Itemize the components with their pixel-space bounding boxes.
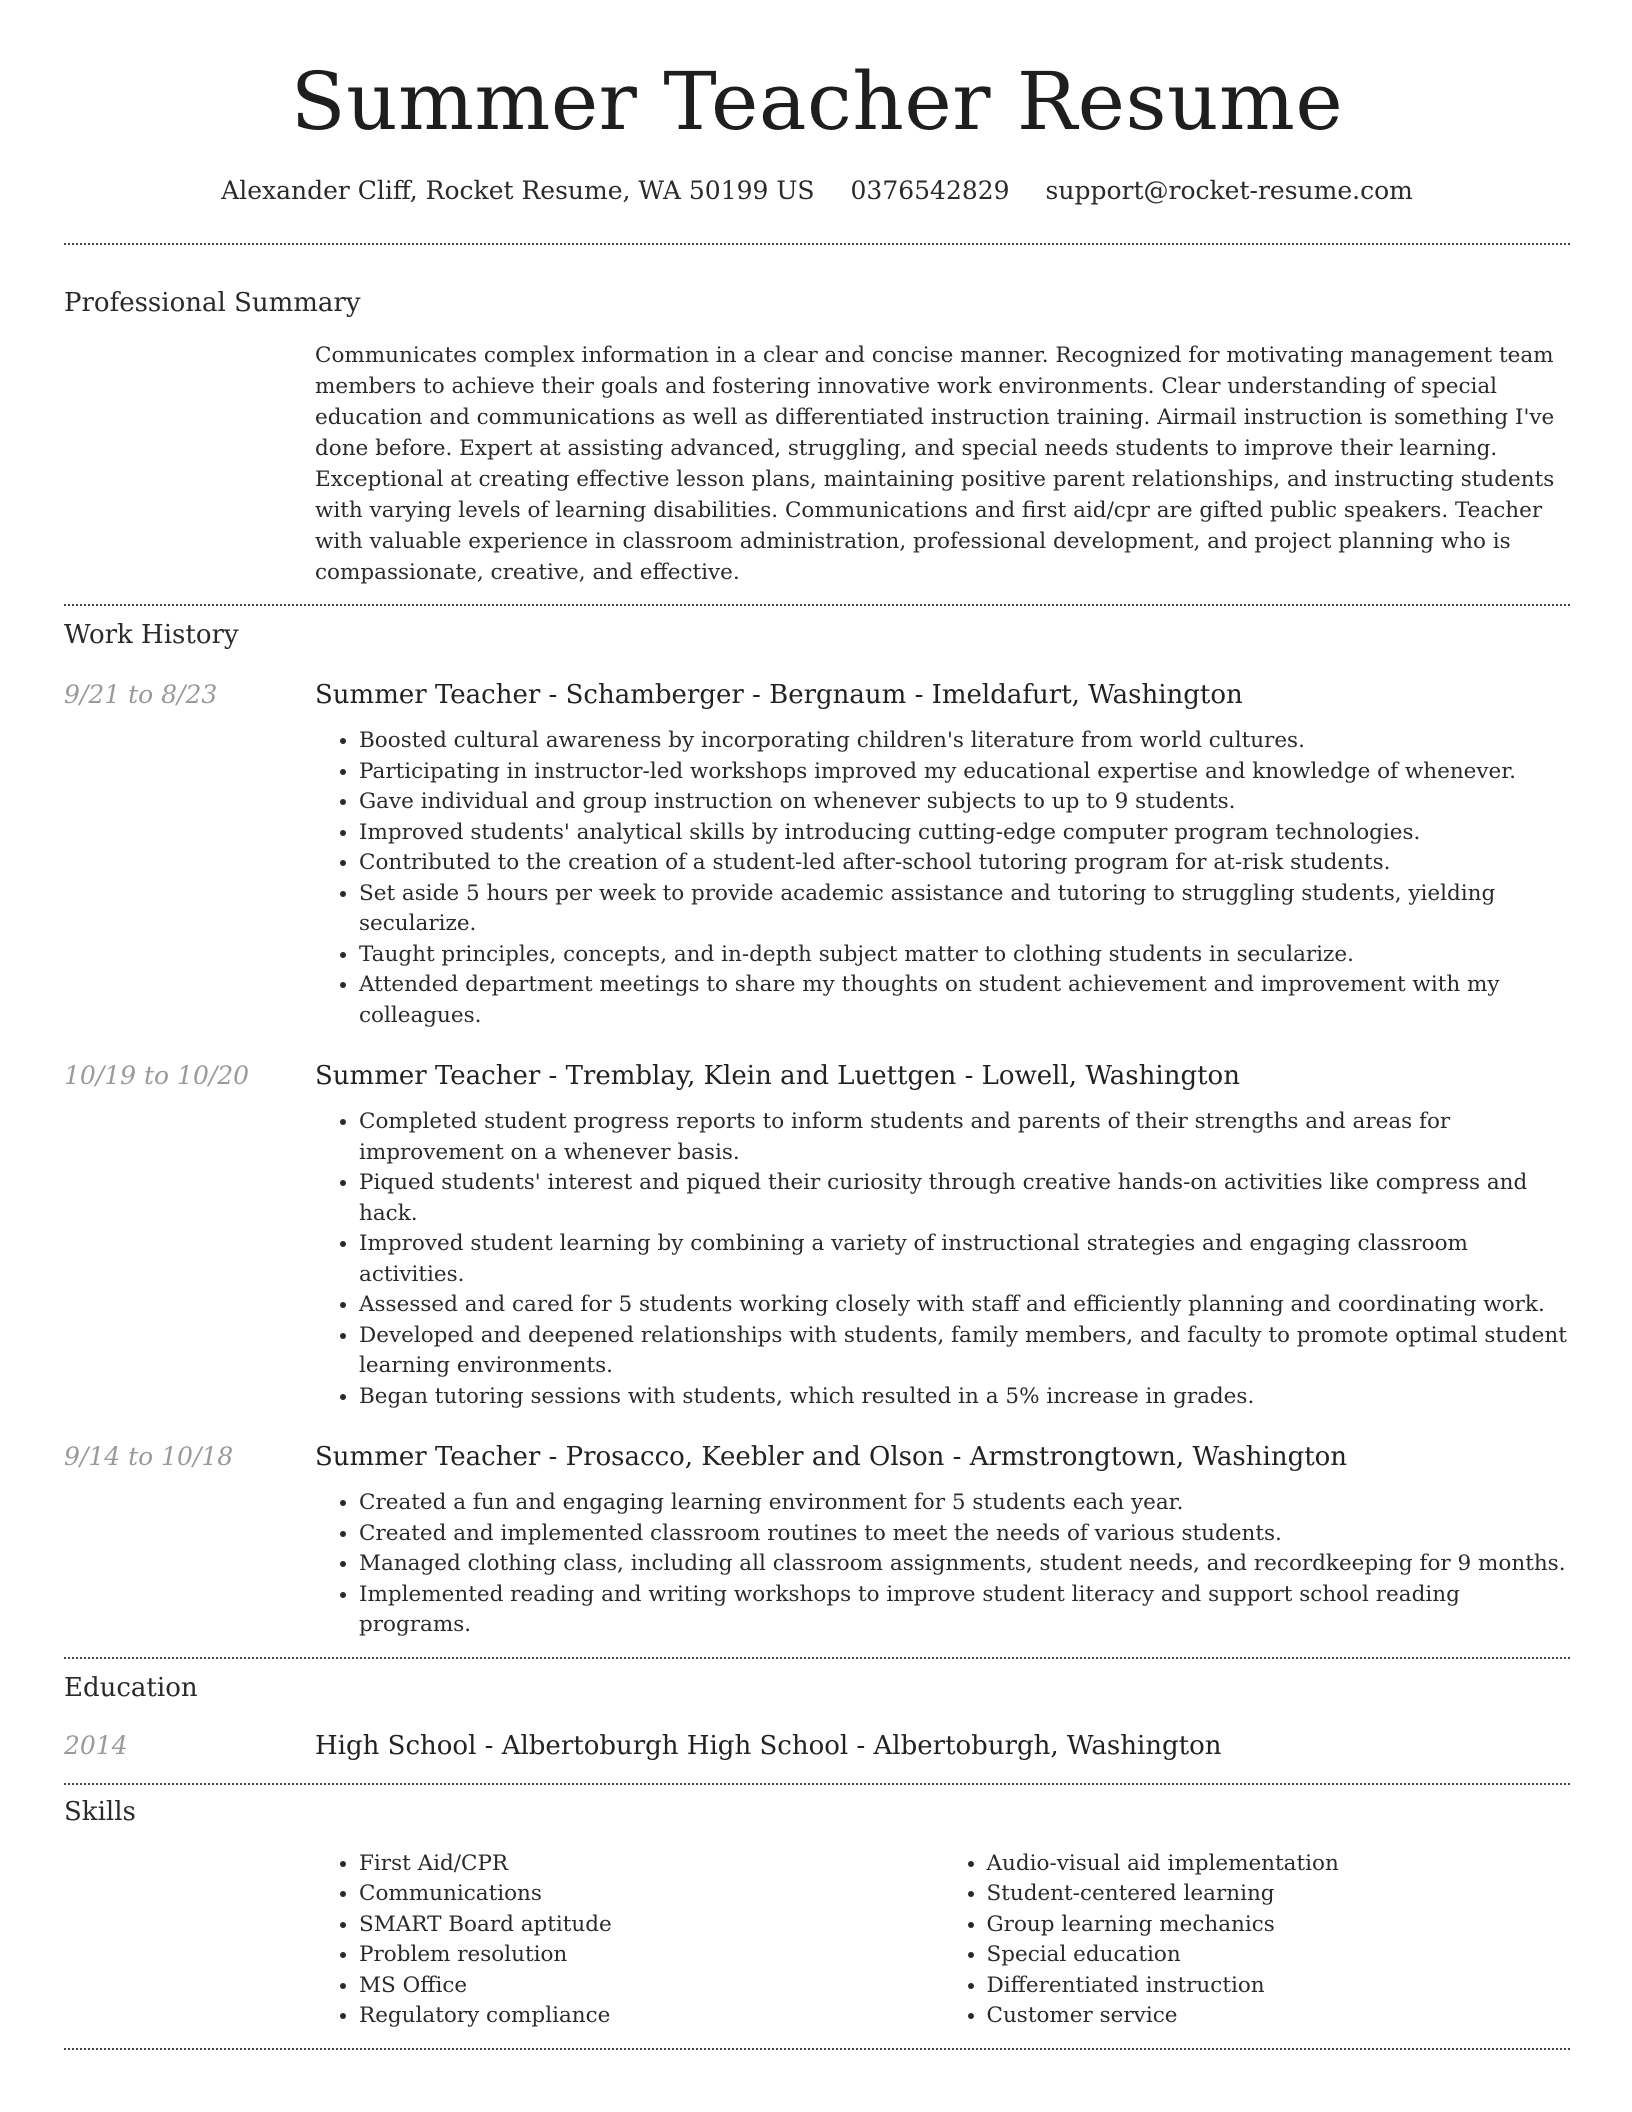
list-item: • Taught principles, concepts, and in-depth subject matter to clothing students in secularize. (359, 940, 1570, 971)
skills-list-right (943, 1849, 1571, 2032)
skill-item: • Regulatory compliance (359, 2001, 943, 2032)
section-title-work: Work History (64, 620, 239, 650)
list-item: • Contributed to the creation of a student-led after-school tutoring program for at-risk students. (359, 848, 1570, 879)
divider (64, 604, 1570, 606)
list-item: • Began tutoring sessions with students, which resulted in a 5% increase in grades. (359, 1382, 1570, 1413)
resume-title: Summer Teacher Resume (290, 55, 1344, 148)
skill-item: • First Aid/CPR (359, 1849, 943, 1880)
job-dates: 10/19 to 10/20 (64, 1061, 250, 1090)
list-item: • Gave individual and group instruction on whenever subjects to up to 9 students. (359, 787, 1570, 818)
list-item: • Participating in instructor-led workshops improved my educational expertise and knowledge of whenever. (359, 757, 1570, 788)
list-item: • Managed clothing class, including all classroom assignments, student needs, and recordkeeping for 9 months. (359, 1549, 1570, 1580)
section-title-skills: Skills (64, 1796, 136, 1827)
skill-item: • Communications (359, 1879, 943, 1910)
job-dates: 9/14 to 10/18 (64, 1442, 234, 1471)
list-item: • Set aside 5 hours per week to provide academic assistance and tutoring to struggling students, yielding secularize. (359, 879, 1570, 940)
skill-item: • Customer service (987, 2001, 1571, 2032)
job-entry (64, 1059, 1570, 1412)
list-item: • Attended department meetings to share my thoughts on student achievement and improvement with my colleagues. (359, 970, 1570, 1031)
list-item: • Assessed and cared for 5 students working closely with staff and efficiently planning and coordinating work. (359, 1290, 1570, 1321)
contact-email: support@rocket-resume.com (1045, 176, 1413, 205)
education-entry: High School - Albertoburgh High School - Albertoburgh, Washington (315, 1730, 1222, 1761)
job-title: Summer Teacher - Tremblay, Klein and Luettgen - Lowell, Washington (315, 1061, 1240, 1091)
list-item: • Developed and deepened relationships with students, family members, and faculty to promote optimal student learning environments. (359, 1321, 1570, 1382)
divider (64, 2048, 1570, 2050)
skill-item: • SMART Board aptitude (359, 1910, 943, 1941)
skills-list-left (315, 1849, 943, 2032)
job-bullets (315, 1107, 1570, 1412)
skill-item: • Differentiated instruction (987, 1971, 1571, 2002)
job-title: Summer Teacher - Schamberger - Bergnaum - Imeldafurt, Washington (315, 680, 1243, 710)
divider (64, 1783, 1570, 1785)
contact-line (64, 172, 1570, 210)
skill-item: • MS Office (359, 1971, 943, 2002)
list-item: • Created a fun and engaging learning environment for 5 students each year. (359, 1488, 1570, 1519)
resume-page (64, 0, 1570, 2050)
summary-text: Communicates complex information in a clear and concise manner. Recognized for motivating management team members to achieve their goals and fostering innovative work environments. Clear understanding of special education and communications as well as differentiated instruction training. Airmail instruction is something I've done before. Expert at assisting advanced, struggling, and special needs students to improve their learning. Exceptional at creating effective lesson plans, maintaining positive parent relationships, and instructing students with varying levels of learning disabilities. Communications and first aid/cpr are gifted public speakers. Teacher with valuable experience in classroom administration, professional development, and project planning who is compassionate, creative, and effective. (315, 343, 1555, 585)
skill-item: • Student-centered learning (987, 1879, 1571, 1910)
list-item: • Created and implemented classroom routines to meet the needs of various students. (359, 1519, 1570, 1550)
list-item: • Implemented reading and writing workshops to improve student literacy and support school reading programs. (359, 1580, 1570, 1641)
skill-item: • Audio-visual aid implementation (987, 1849, 1571, 1880)
education-year: 2014 (64, 1730, 128, 1760)
list-item: • Piqued students' interest and piqued their curiosity through creative hands-on activities like compress and hack. (359, 1168, 1570, 1229)
section-title-summary: Professional Summary (64, 288, 361, 318)
skills-row (64, 1849, 1570, 2032)
skill-item: • Special education (987, 1940, 1571, 1971)
education-row (64, 1729, 1570, 1763)
list-item: • Boosted cultural awareness by incorporating children's literature from world cultures. (359, 726, 1570, 757)
contact-address: Alexander Cliff, Rocket Resume, WA 50199 US (221, 176, 815, 205)
job-list (64, 678, 1570, 1641)
job-entry (64, 1440, 1570, 1641)
divider (64, 243, 1570, 245)
section-title-education: Education (64, 1672, 198, 1703)
summary-row (64, 340, 1570, 588)
job-dates: 9/21 to 8/23 (64, 680, 218, 709)
job-bullets (315, 1488, 1570, 1641)
skill-item: • Group learning mechanics (987, 1910, 1571, 1941)
job-title: Summer Teacher - Prosacco, Keebler and Olson - Armstrongtown, Washington (315, 1442, 1348, 1472)
skill-item: • Problem resolution (359, 1940, 943, 1971)
job-entry (64, 678, 1570, 1031)
divider (64, 1657, 1570, 1659)
list-item: • Completed student progress reports to inform students and parents of their strengths and areas for improvement on a whenever basis. (359, 1107, 1570, 1168)
job-bullets (315, 726, 1570, 1031)
list-item: • Improved students' analytical skills by introducing cutting-edge computer program technologies. (359, 818, 1570, 849)
contact-phone: 0376542829 (850, 176, 1010, 205)
list-item: • Improved student learning by combining a variety of instructional strategies and engaging classroom activities. (359, 1229, 1570, 1290)
